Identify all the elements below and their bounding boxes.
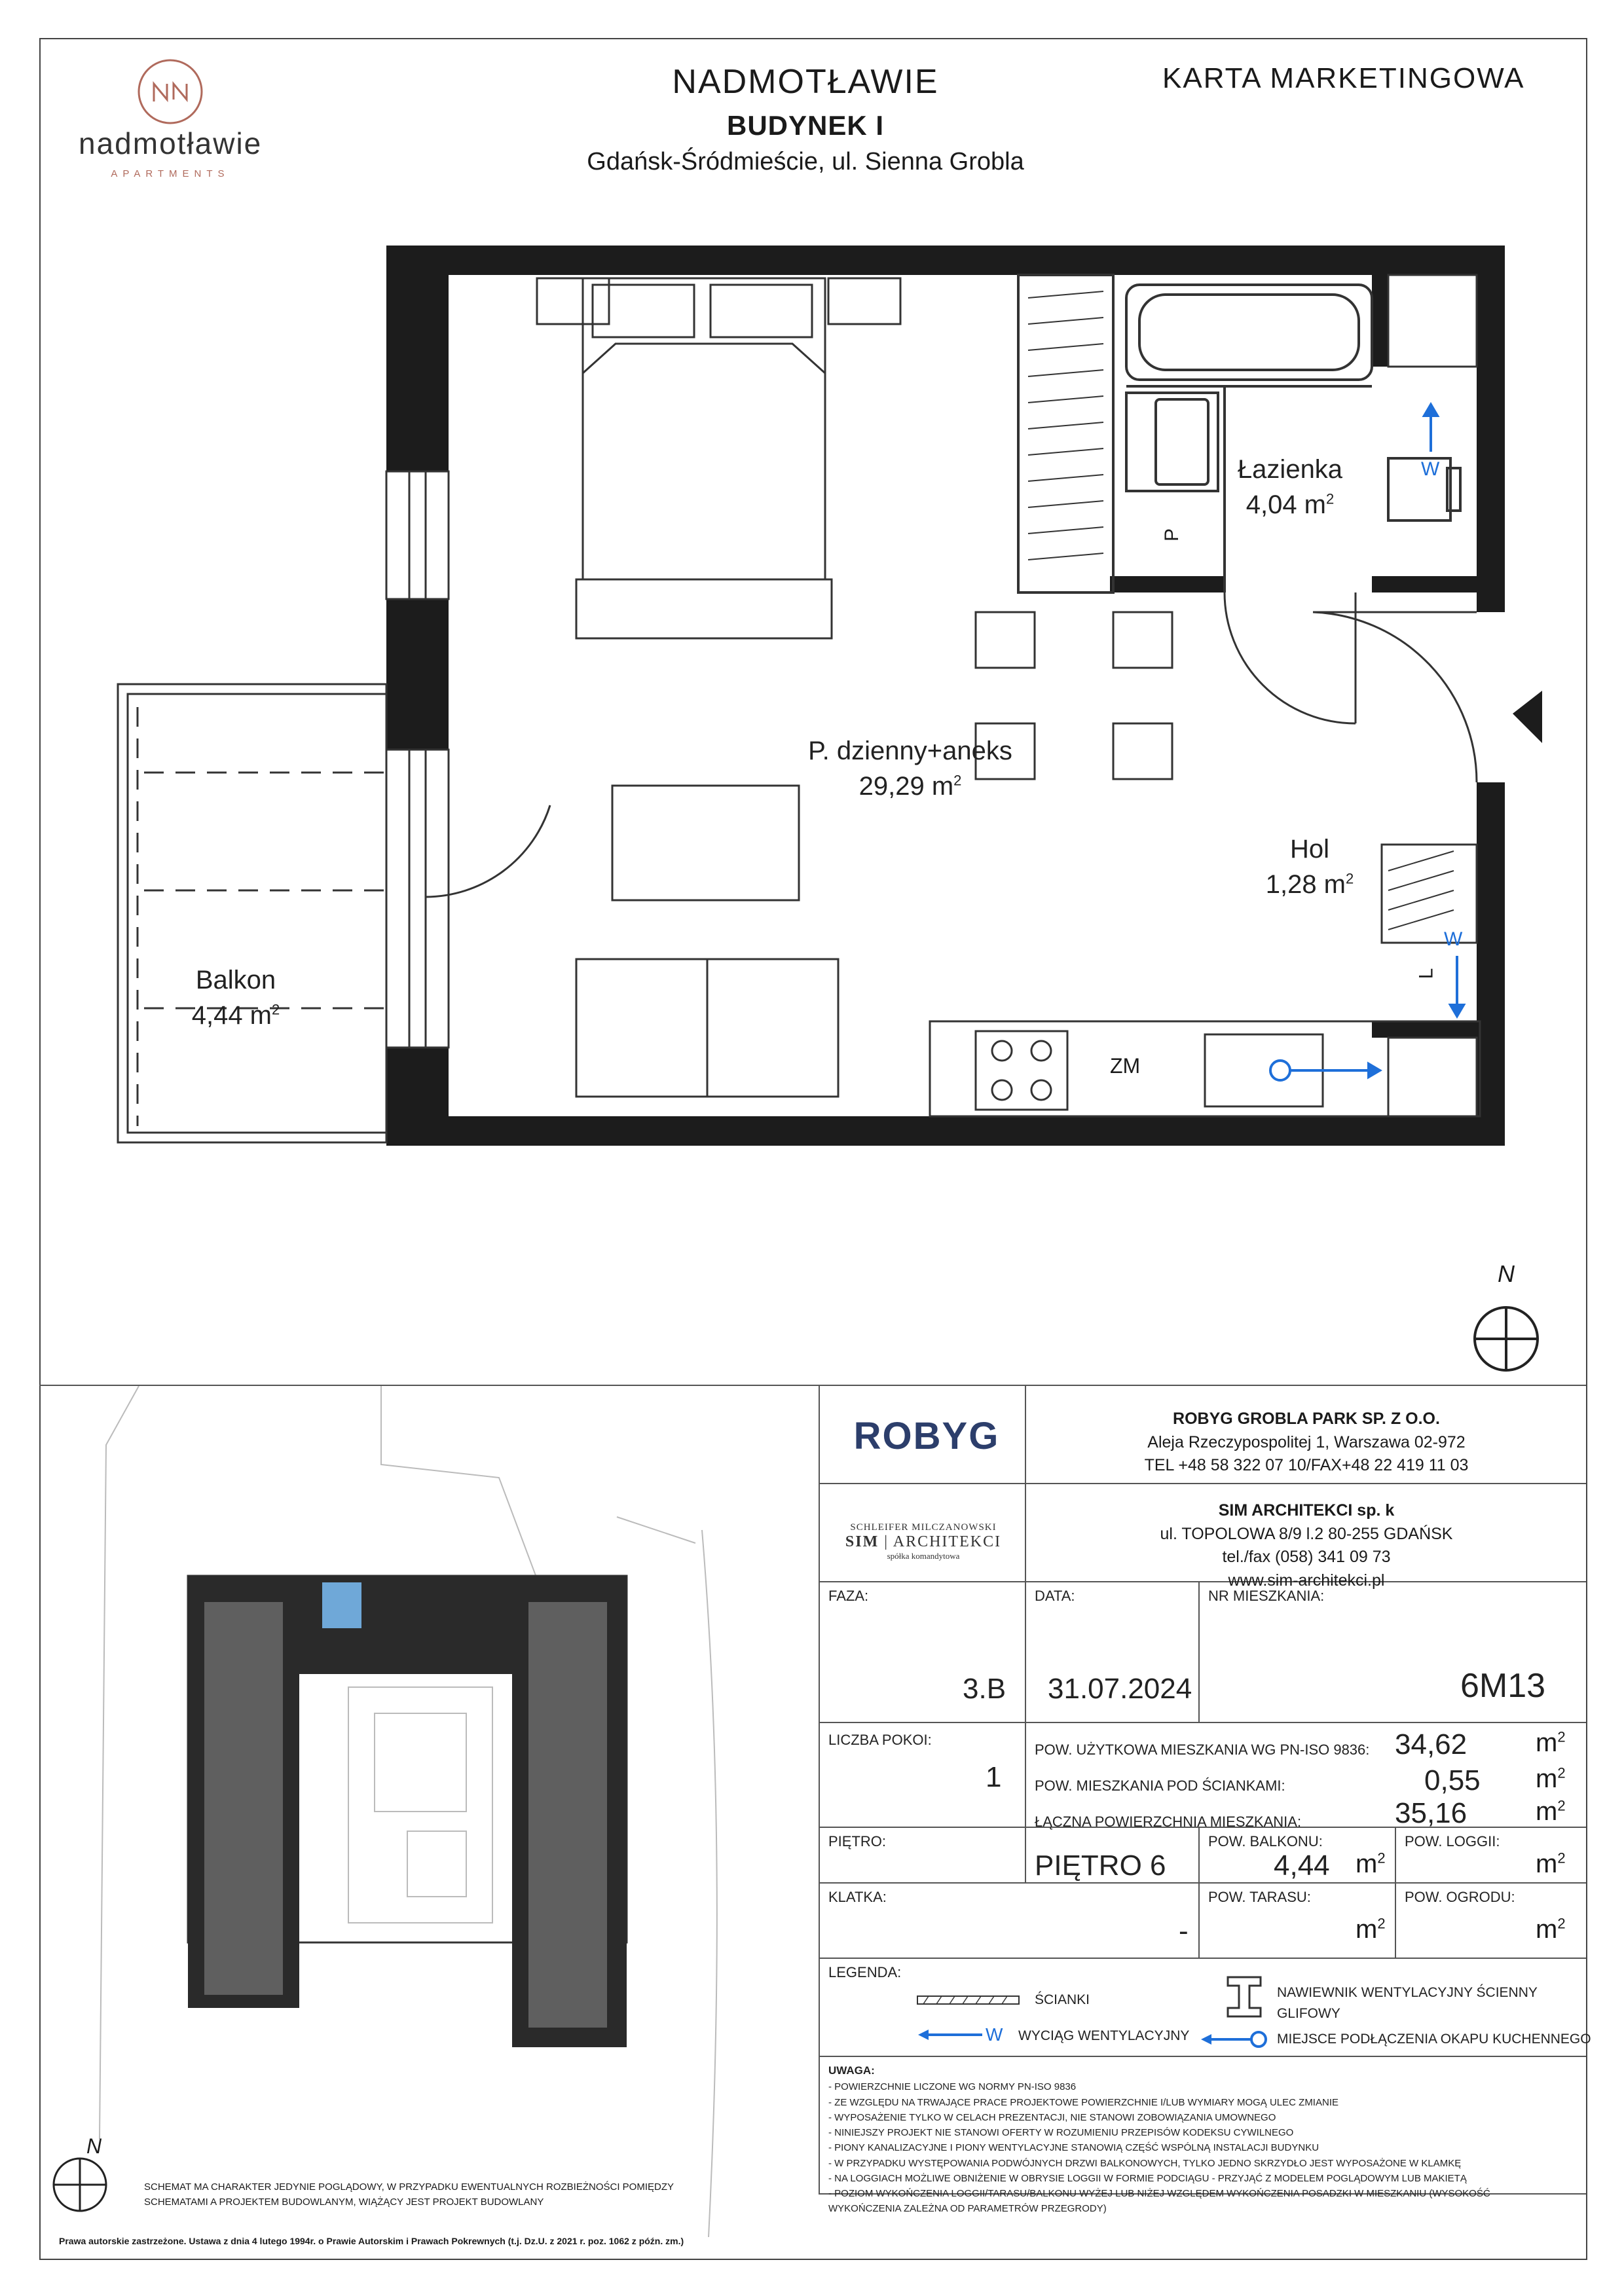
- entrance-arrow-icon: [1513, 691, 1542, 743]
- faza-label: FAZA:: [828, 1588, 869, 1604]
- room-living: [773, 733, 1048, 804]
- uzytk-unit: [1536, 1728, 1566, 1758]
- row-line-6: [819, 1958, 1586, 1959]
- loggia-unit-m: m: [1536, 1850, 1558, 1878]
- faza-value: 3.B: [963, 1673, 1006, 1705]
- mark-w-hall: W: [1444, 928, 1463, 950]
- uzytk-value: 34,62: [1395, 1728, 1467, 1760]
- balkon-unit-m: m: [1356, 1850, 1378, 1878]
- site-compass-icon: [54, 2159, 106, 2211]
- row-line-3: [819, 1722, 1586, 1723]
- data-label: DATA:: [1035, 1588, 1075, 1604]
- balcony-name: Balkon: [195, 966, 276, 994]
- living-area-sup: 2: [953, 772, 962, 789]
- north-compass-icon: [1475, 1307, 1538, 1370]
- taras-unit-sup: 2: [1377, 1915, 1386, 1932]
- pokoje-label: LICZBA POKOI:: [828, 1732, 932, 1748]
- air-inlet-icon: [1225, 1974, 1264, 2020]
- legend-nawiewnik-2: GLIFOWY: [1277, 2005, 1340, 2021]
- ogrod-unit-sup: 2: [1557, 1915, 1566, 1932]
- balkon-unit-sup: 2: [1377, 1850, 1386, 1867]
- architect-name: SIM ARCHITEKCI sp. k: [1218, 1501, 1395, 1520]
- ventilation-arrow-icon: [917, 2028, 982, 2041]
- balkon-value: 4,44: [1274, 1850, 1330, 1882]
- ogrod-unit-m: m: [1536, 1915, 1558, 1944]
- loggia-unit-sup: 2: [1557, 1850, 1566, 1867]
- legend-okap: MIEJSCE PODŁĄCZENIA OKAPU KUCHENNEGO: [1277, 2032, 1591, 2047]
- col-line-balkon: [1198, 1827, 1200, 1958]
- uzytk-label: POW. UŻYTKOWA MIESZKANIA WG PN-ISO 9836:: [1035, 1741, 1370, 1758]
- mark-zm: ZM: [1110, 1054, 1141, 1078]
- loggia-unit: [1536, 1850, 1566, 1879]
- laczna-unit-m: m: [1536, 1797, 1558, 1826]
- legend-nawiewnik: [1277, 1982, 1538, 2024]
- note-item: - POZIOM WYKOŃCZENIA LOGGII/TARASU/BALKONU WYŻEJ LUB NIŻEJ WZGLĘDEM WYKOŃCZENIA POSADZKI W MIESZKANIU (WYSOKOŚĆ: [828, 2188, 1490, 2200]
- developer-tel: TEL +48 58 322 07 10/FAX+48 22 419 11 03: [1144, 1456, 1469, 1474]
- schemat-line-1: SCHEMAT MA CHARAKTER JEDYNIE POGLĄDOWY, W PRZYPADKU EWENTUALNYCH ROZBIEŻNOŚCI POMIĘDZY: [144, 2181, 674, 2193]
- sim-logo: SCHLEIFER MILCZANOWSKI SIM | ARCHITEKCI spółka komandytowa: [828, 1522, 1018, 1561]
- architect-info: [1035, 1499, 1578, 1592]
- partition-wall-icon: [917, 1994, 1022, 2007]
- note-item: - W PRZYPADKU WYSTĘPOWANIA PODWÓJNYCH DRZWI BALKONOWYCH, TYLKO JEDNO SKRZYDŁO JEST WYPOSAŻONE W KLAMKĘ: [828, 2157, 1462, 2169]
- taras-unit-m: m: [1356, 1915, 1378, 1944]
- klatka-value: -: [1179, 1915, 1189, 1947]
- hall-name: Hol: [1289, 835, 1330, 864]
- notes: [828, 2062, 1581, 2217]
- legend-nawiewnik-1: NAWIEWNIK WENTYLACYJNY ŚCIENNY: [1277, 1985, 1538, 2000]
- mark-l: L: [1415, 968, 1437, 979]
- sim-logo-top: SCHLEIFER MILCZANOWSKI: [850, 1522, 997, 1533]
- laczna-value: 35,16: [1395, 1797, 1467, 1829]
- living-area: 29,29 m: [858, 772, 954, 801]
- scianki-unit-m: m: [1536, 1764, 1558, 1793]
- document-type: KARTA MARKETINGOWA: [1162, 62, 1525, 94]
- col-line-loggia: [1395, 1827, 1396, 1958]
- scianki-value: 0,55: [1424, 1764, 1481, 1796]
- living-name: P. dzienny+aneks: [808, 737, 1012, 765]
- laczna-label: ŁĄCZNA POWIERZCHNIA MIESZKANIA:: [1035, 1813, 1302, 1830]
- sim-logo-mid-a: SIM: [845, 1533, 879, 1550]
- col-line-faza: [1025, 1581, 1026, 1882]
- developer-name: ROBYG GROBLA PARK SP. Z O.O.: [1173, 1410, 1440, 1428]
- room-hall: [1231, 831, 1388, 902]
- pokoje-value: 1: [986, 1761, 1002, 1793]
- note-item: - NA LOGGIACH MOŻLIWE OBNIŻENIE W OBRYSIE LOGGII W FORMIE PODCIĄGU - PRZYJĄĆ Z MODELEM POGLĄDOWYM LUB MAKIETĄ: [828, 2172, 1467, 2184]
- balkon-unit: [1356, 1850, 1386, 1879]
- taras-label: POW. TARASU:: [1208, 1889, 1311, 1905]
- note-item: - WYPOSAŻENIE TYLKO W CELACH PREZENTACJI, NIE STANOWI ZOBOWIĄZANIA UMOWNEGO: [828, 2111, 1276, 2123]
- copyright: Prawa autorskie zastrzeżone. Ustawa z dnia 4 lutego 1994r. o Prawie Autorskim i Prawach Pokrewnych (t.j. Dz.U. z 2021 r. poz. 1062 z późn. zm.): [59, 2236, 684, 2246]
- uzytk-unit-m: m: [1536, 1728, 1558, 1757]
- note-item: - PIONY KANALIZACYJNE I PIONY WENTYLACYJNE STANOWIĄ CZĘŚĆ WSPÓLNĄ INSTALACJI BUDYNKU: [828, 2142, 1320, 2154]
- nr-value: 6M13: [1460, 1667, 1546, 1705]
- robyg-logo: ROBYG: [853, 1415, 1000, 1457]
- project-title: NADMOTŁAWIE: [672, 63, 939, 101]
- row-line-7: [819, 2056, 1586, 2057]
- row-line-1: [819, 1483, 1586, 1484]
- hall-area-sup: 2: [1346, 870, 1354, 887]
- schemat-line-2: SCHEMATAMI A PROJEKTEM BUDOWLANYM, WIĄŻĄCY JEST PROJEKT BUDOWLANY: [144, 2196, 544, 2208]
- scianki-unit-sup: 2: [1557, 1764, 1566, 1781]
- bathroom-area: 4,04 m: [1246, 490, 1327, 519]
- schemat-note: [144, 2180, 799, 2210]
- row-line-5: [819, 1882, 1586, 1884]
- architect-tel: tel./fax (058) 341 09 73: [1222, 1548, 1391, 1566]
- sim-logo-mid-b: ARCHITEKCI: [893, 1533, 1002, 1550]
- architect-web: www.sim-architekci.pl: [1228, 1571, 1385, 1590]
- note-item: WYKOŃCZENIA ZALEŻNA OD PARAMETRÓW PRZEGRODY): [828, 2203, 1107, 2215]
- note-item: - ZE WZGLĘDU NA TRWAJĄCE PRACE PROJEKTOWE POWIERZCHNIE I/LUB WYMIARY MOGĄ ULEC ZMIANIE: [828, 2096, 1338, 2108]
- laczna-unit: [1536, 1797, 1566, 1827]
- notes-title: UWAGA:: [828, 2064, 875, 2077]
- mark-w-bathroom: W: [1421, 458, 1440, 480]
- data-value: 31.07.2024: [1048, 1673, 1192, 1705]
- pietro-label: PIĘTRO:: [828, 1833, 887, 1850]
- balcony-area: 4,44 m: [191, 1001, 272, 1030]
- legend-scianki: ŚCIANKI: [1035, 1992, 1090, 2007]
- logo-sub: APARTMENTS: [111, 168, 230, 179]
- balcony-area-sup: 2: [272, 1001, 280, 1018]
- room-balcony: [157, 962, 314, 1033]
- scianki-unit: [1536, 1764, 1566, 1794]
- loggia-label: POW. LOGGII:: [1405, 1833, 1500, 1850]
- legend-w: W: [986, 2024, 1003, 2045]
- pietro-value: PIĘTRO 6: [1035, 1850, 1166, 1882]
- note-item: - NINIEJSZY PROJEKT NIE STANOWI OFERTY W ROZUMIENIU PRZEPISÓW KODEKSU CYWILNEGO: [828, 2127, 1294, 2139]
- mark-p: P: [1161, 528, 1183, 542]
- site-north-label: N: [86, 2134, 102, 2158]
- ogrod-label: POW. OGRODU:: [1405, 1889, 1515, 1905]
- sim-logo-bot: spółka komandytowa: [887, 1551, 960, 1561]
- architect-address: ul. TOPOLOWA 8/9 l.2 80-255 GDAŃSK: [1160, 1524, 1453, 1543]
- site-plan: [41, 1386, 817, 2257]
- uzytk-unit-sup: 2: [1557, 1728, 1566, 1745]
- building-name: BUDYNEK I: [726, 110, 885, 141]
- taras-unit: [1356, 1915, 1386, 1944]
- project-address: Gdańsk-Śródmieście, ul. Sienna Grobla: [587, 148, 1024, 175]
- bathroom-name: Łazienka: [1237, 455, 1343, 484]
- table-left-border: [819, 1385, 820, 2193]
- hall-area: 1,28 m: [1265, 870, 1346, 899]
- legend-wyciag: WYCIĄG WENTYLACYJNY: [1018, 2028, 1190, 2043]
- note-item: - POWIERZCHNIE LICZONE WG NORMY PN-ISO 9836: [828, 2081, 1077, 2093]
- developer-info: [1035, 1408, 1578, 1478]
- ogrod-unit: [1536, 1915, 1566, 1944]
- north-label: N: [1498, 1260, 1515, 1287]
- bathroom-area-sup: 2: [1326, 490, 1335, 507]
- col-line-data: [1198, 1581, 1200, 1722]
- laczna-unit-sup: 2: [1557, 1797, 1566, 1814]
- hood-connection-icon: [1198, 2030, 1270, 2049]
- scianki-label: POW. MIESZKANIA POD ŚCIANKAMI:: [1035, 1777, 1285, 1794]
- klatka-label: KLATKA:: [828, 1889, 887, 1905]
- logo-name: nadmotławie: [79, 126, 263, 160]
- balkon-label: POW. BALKONU:: [1208, 1833, 1323, 1850]
- room-bathroom: [1215, 452, 1365, 522]
- nr-label: NR MIESZKANIA:: [1208, 1588, 1325, 1604]
- developer-address: Aleja Rzeczypospolitej 1, Warszawa 02-972: [1147, 1432, 1466, 1451]
- legend-title: LEGENDA:: [828, 1964, 902, 1980]
